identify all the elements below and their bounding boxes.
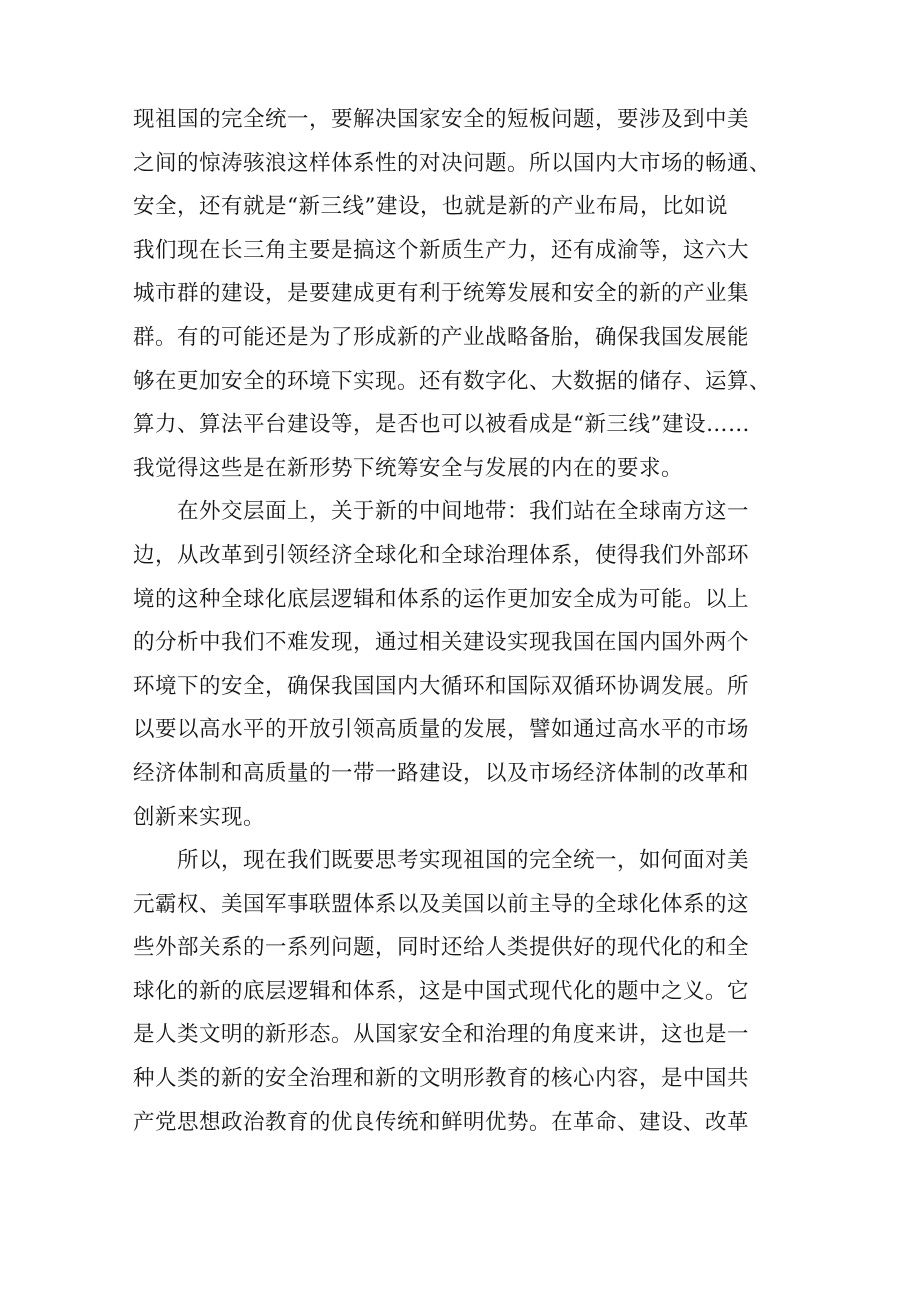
paragraph-3-line-6: 种人类的新的安全治理和新的文明形教育的核心内容，是中国共 [133, 1066, 750, 1092]
paragraph-2-line-1: 在外交层面上，关于新的中间地带：我们站在全球南方这一 [177, 499, 750, 525]
paragraph-1-line-9: 我觉得这些是在新形势下统筹安全与发展的内在的要求。 [133, 455, 684, 481]
paragraph-1-line-1: 现祖国的完全统一，要解决国家安全的短板问题，要涉及到中美 [133, 107, 750, 132]
paragraph-1-line-4: 我们现在长三角主要是搞这个新质生产力，还有成渝等，这六大 [133, 237, 750, 263]
paragraph-1-line-6: 群。有的可能还是为了形成新的产业战略备胎，确保我国发展能 [133, 324, 750, 350]
paragraph-3-line-5: 是人类文明的新形态。从国家安全和治理的角度来讲，这也是一 [133, 1022, 750, 1048]
paragraph-2-line-8: 创新来实现。 [133, 804, 266, 830]
paragraph-1-line-5: 城市群的建设，是要建成更有利于统筹发展和安全的新的产业集 [133, 281, 750, 307]
paragraph-3-line-1: 所以，现在我们既要思考实现祖国的完全统一，如何面对美 [177, 848, 750, 874]
paragraph-2-line-5: 环境下的安全，确保我国国内大循环和国际双循环协调发展。所 [133, 673, 750, 699]
paragraph-1-line-7: 够在更加安全的环境下实现。还有数字化、大数据的储存、运算、 [133, 368, 772, 394]
paragraph-3-line-4: 球化的新的底层逻辑和体系，这是中国式现代化的题中之义。它 [133, 978, 750, 1004]
body-text [133, 98, 793, 1144]
paragraph-2-line-7: 经济体制和高质量的一带一路建设，以及市场经济体制的改革和 [133, 760, 750, 786]
paragraph-3-line-2: 元霸权、美国军事联盟体系以及美国以前主导的全球化体系的这 [133, 891, 750, 917]
paragraph-1-line-2: 之间的惊涛骇浪这样体系性的对决问题。所以国内大市场的畅通、 [133, 150, 772, 176]
paragraph-1-line-8: 算力、算法平台建设等，是否也可以被看成是“新三线”建设…… [133, 412, 750, 438]
paragraph-3-line-3: 些外部关系的一系列问题，同时还给人类提供好的现代化的和全 [133, 935, 750, 961]
paragraph-2-line-3: 境的这种全球化底层逻辑和体系的运作更加安全成为可能。以上 [133, 586, 750, 612]
paragraph-2-line-4: 的分析中我们不难发现，通过相关建设实现我国在国内国外两个 [133, 630, 750, 656]
paragraph-1-line-3: 安全，还有就是“新三线”建设，也就是新的产业布局，比如说 [133, 194, 728, 220]
paragraph-2-line-2: 边，从改革到引领经济全球化和全球治理体系，使得我们外部环 [133, 542, 750, 568]
paragraph-3-line-7: 产党思想政治教育的优良传统和鲜明优势。在革命、建设、改革 [133, 1109, 750, 1135]
paragraph-2-line-6: 以要以高水平的开放引领高质量的发展，譬如通过高水平的市场 [133, 717, 750, 743]
